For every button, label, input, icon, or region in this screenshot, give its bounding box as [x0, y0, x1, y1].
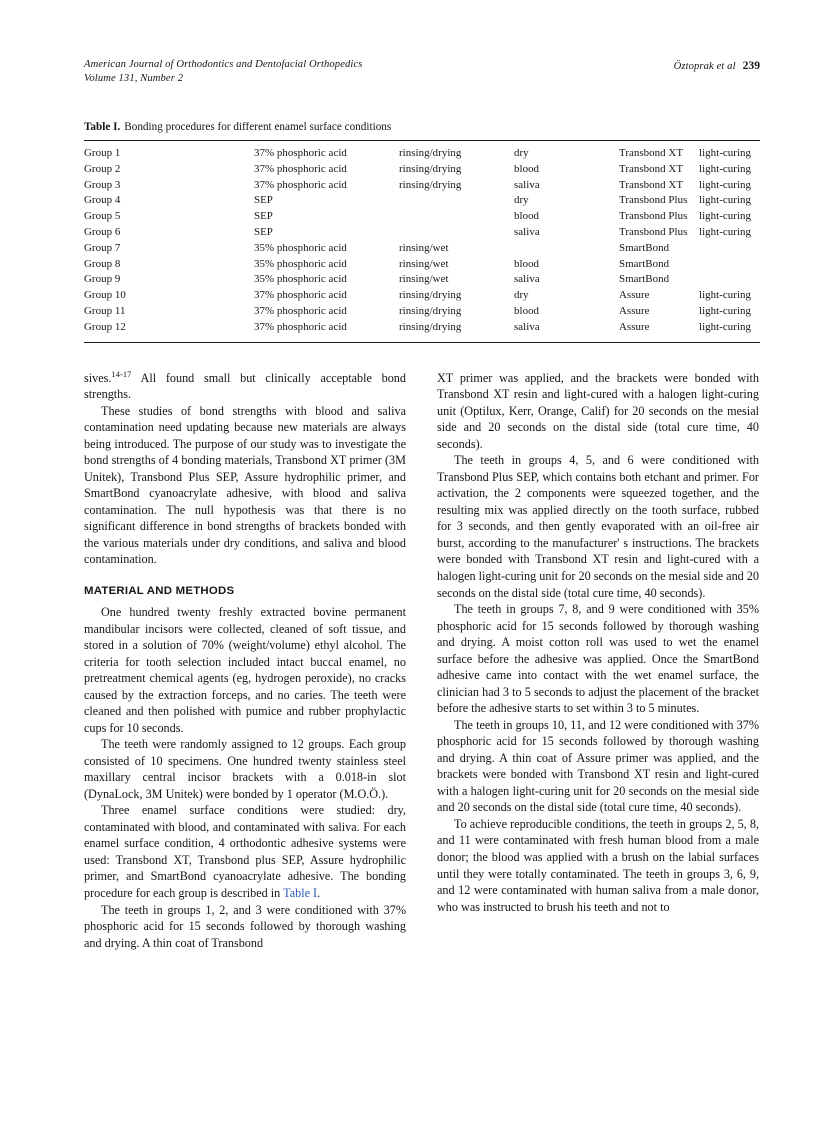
table-cell-curing: light-curing: [699, 225, 752, 238]
table-row: [84, 256, 760, 272]
table-cell-rinsing: rinsing/wet: [399, 257, 449, 270]
table-cell-curing: [699, 240, 760, 256]
table-body: [84, 141, 760, 338]
table-row: [84, 288, 760, 304]
table-cell-curing: light-curing: [699, 289, 752, 302]
table-rule-bottom: [84, 342, 760, 343]
table-cell-rinsing: rinsing/drying: [399, 289, 462, 302]
table-cell-adhesive: Assure: [619, 320, 650, 333]
table-cell-group: Group 3: [84, 178, 121, 191]
table-cell-etchant: 37% phosphoric acid: [254, 304, 347, 317]
paragraph-groups-456: The teeth in groups 4, 5, and 6 were conditioned with Transbond Plus SEP, which contains both etchant and primer. For activation, the 2 components were squeezed together, and the resulting mix was applied directly on the tooth surface, rubbed for 3 seconds, and then gently evaporated with an oil-free air burst, according to the manufacturer' s instructions. The brackets were bonded with Transbond XT resin and light-cured with a halogen light-curing unit for 20 seconds on the mesial side and 20 seconds on the distal side (total cure time, 40 seconds).: [437, 453, 759, 600]
table-cell-etchant: 37% phosphoric acid: [254, 146, 347, 159]
table-cell-etchant: 37% phosphoric acid: [254, 289, 347, 302]
table-cell-surface_condition: dry: [514, 146, 529, 159]
table-row: [84, 272, 760, 288]
table-cell-group: Group 10: [84, 289, 126, 302]
table-cell-adhesive: Transbond XT: [619, 146, 684, 159]
table-row: [84, 141, 760, 161]
table-cell-surface_condition: dry: [514, 289, 529, 302]
table-cell-curing: light-curing: [699, 162, 752, 175]
table-cell-group: Group 12: [84, 320, 126, 333]
table-cell-rinsing: rinsing/drying: [399, 146, 462, 159]
paragraph-contamination: To achieve reproducible conditions, the teeth in groups 2, 5, 8, and 11 were contaminated with fresh human blood from a male donor; the blood was applied with a brush on the labial surfaces until they were totally contaminated. The teeth in groups 3, 6, 9, and 12 were contaminated with human saliva from a male donor, who was instructed to brush his teeth and not to: [437, 816, 759, 914]
table-cell-curing: light-curing: [699, 210, 752, 223]
table-cell-group: Group 2: [84, 162, 121, 175]
table-cell-curing: light-curing: [699, 320, 752, 333]
table-row: [84, 209, 760, 225]
table-cell-etchant: 37% phosphoric acid: [254, 320, 347, 333]
journal-title: American Journal of Orthodontics and Dentofacial Orthopedics: [84, 59, 363, 70]
table-cell-etchant: 35% phosphoric acid: [254, 241, 347, 254]
table-row: [84, 240, 760, 256]
running-head-authors: [674, 58, 760, 74]
page-number: 239: [742, 59, 760, 72]
reference-citation: 14-17: [111, 369, 132, 379]
table-cell-rinsing: rinsing/drying: [399, 304, 462, 317]
table-block: [84, 120, 760, 342]
table-i-link[interactable]: Table I: [283, 886, 318, 901]
table-row: [84, 319, 760, 338]
author-names: Öztoprak et al: [673, 61, 736, 72]
table-cell-curing: light-curing: [699, 304, 752, 317]
table-title: Bonding procedures for different enamel surface conditions: [124, 121, 392, 134]
table-cell-curing: light-curing: [699, 178, 752, 191]
table-cell-curing: [699, 256, 760, 272]
table-row: [84, 193, 760, 209]
paragraph-conditions-text: Three enamel surface conditions were studied: dry, contaminated with blood, and contaminated with saliva. For each enamel surface condition, 4 orthodontic adhesive systems were used: Transbond XT, Transbond plus SEP, Assure hydrophilic primer, and SmartBond cyanoacrylate adhesive. The bonding procedure for each group is described in: [84, 803, 406, 901]
table-caption: [84, 120, 760, 135]
table-cell-group: Group 6: [84, 225, 121, 238]
page-content: [84, 58, 760, 951]
table-cell-adhesive: SmartBond: [619, 273, 670, 286]
table-cell-adhesive: SmartBond: [619, 257, 670, 270]
table-cell-etchant: 35% phosphoric acid: [254, 273, 347, 286]
table-cell-group: Group 9: [84, 273, 121, 286]
table-cell-surface_condition: saliva: [514, 225, 540, 238]
table-cell-group: Group 5: [84, 210, 121, 223]
table-cell-adhesive: Transbond Plus: [619, 210, 688, 223]
right-column: [437, 370, 759, 952]
table-cell-surface_condition: blood: [514, 210, 540, 223]
table-cell-adhesive: Transbond XT: [619, 178, 684, 191]
paragraph-conditions: [84, 802, 406, 901]
paragraph-groups-789: The teeth in groups 7, 8, and 9 were conditioned with 35% phosphoric acid for 15 seconds followed by thorough washing and drying. A moist cotton roll was used to wet the enamel surface before the adhesive was applied. Once the SmartBond adhesive came into contact with the wet enamel surface, the clinician had 3 to 5 seconds to adjust the placement of the bracket before the adhesive starts to set within 3 to 5 minutes.: [437, 602, 759, 716]
table-cell-rinsing: rinsing/drying: [399, 320, 462, 333]
paragraph-rest-text: All found small but clinically acceptable bond strengths.: [84, 370, 406, 402]
table-cell-adhesive: Transbond Plus: [619, 225, 688, 238]
paragraph-groups: The teeth were randomly assigned to 12 groups. Each group consisted of 10 specimens. One hundred twenty stainless steel maxillary central incisor brackets with a 0.018-in slot (DynaLock, 3M Unitek) were bonded by 1 operator (M.O.Ö.).: [84, 737, 406, 801]
table-cell-rinsing: rinsing/drying: [399, 162, 462, 175]
table-row: [84, 177, 760, 193]
section-heading-material-and-methods: MATERIAL AND METHODS: [84, 584, 235, 597]
bonding-procedures-table: [84, 141, 760, 338]
table-cell-group: Group 8: [84, 257, 121, 270]
table-cell-surface_condition: blood: [514, 257, 540, 270]
table-cell-surface_condition: [514, 240, 619, 256]
table-cell-surface_condition: saliva: [514, 273, 540, 286]
table-cell-adhesive: Assure: [619, 304, 650, 317]
table-cell-rinsing: rinsing/wet: [399, 241, 449, 254]
paragraph-purpose: These studies of bond strengths with blood and saliva contamination need updating because new materials are always being introduced. The purpose of our study was to investigate the bond strengths of 4 bonding materials, Transbond XT primer (3M Unitek), Transbond Plus SEP, Assure hydrophilic primer, and SmartBond cyanoacrylate adhesive, with blood and saliva contamination. The null hypothesis was that there is no significant difference in bond strengths of brackets bonded with the various materials under dry conditions, and saliva and blood contamination.: [84, 403, 406, 567]
table-cell-etchant: 37% phosphoric acid: [254, 162, 347, 175]
table-row: [84, 161, 760, 177]
table-cell-surface_condition: dry: [514, 194, 529, 207]
paragraph-groups-123: The teeth in groups 1, 2, and 3 were conditioned with 37% phosphoric acid for 15 seconds followed by thorough washing and drying. A thin coat of Transbond: [84, 902, 406, 950]
journal-volume: Volume 131, Number 2: [84, 73, 184, 85]
paragraph-xt-primer: XT primer was applied, and the brackets were bonded with Transbond XT resin and light-cured with a halogen light-curing unit (Optilux, Kerr, Orange, Calif) for 20 seconds on the mesial side and 20 seconds on the distal side (total cure time, 40 seconds).: [437, 370, 759, 451]
table-cell-rinsing: rinsing/wet: [399, 273, 449, 286]
paragraph-conditions-end: .: [317, 886, 321, 901]
table-cell-surface_condition: saliva: [514, 320, 540, 333]
table-cell-group: Group 7: [84, 241, 121, 254]
left-column: [84, 370, 406, 952]
table-cell-adhesive: Transbond Plus: [619, 194, 688, 207]
table-cell-adhesive: Assure: [619, 289, 650, 302]
table-cell-etchant: 37% phosphoric acid: [254, 178, 347, 191]
body-columns: [84, 370, 760, 952]
table-cell-group: Group 11: [84, 304, 126, 317]
table-cell-rinsing: rinsing/drying: [399, 178, 462, 191]
table-label: Table I.: [84, 121, 121, 134]
table-cell-etchant: SEP: [254, 225, 273, 238]
table-cell-adhesive: Transbond XT: [619, 162, 684, 175]
table-cell-surface_condition: saliva: [514, 178, 540, 191]
running-head: [84, 58, 760, 86]
table-cell-curing: light-curing: [699, 194, 752, 207]
table-cell-etchant: SEP: [254, 210, 273, 223]
table-row: [84, 224, 760, 240]
table-cell-rinsing: [399, 193, 514, 209]
paragraph-specimens: One hundred twenty freshly extracted bovine permanent mandibular incisors were collected, cleaned of soft tissue, and stored in a solution of 70% (weight/volume) ethyl alcohol. The criteria for tooth selection included intact buccal enamel, no pretreatment chemical agents (eg, hydrogen peroxide), no cracks caused by the extraction forceps, and no caries. The teeth were cleaned and then polished with pumice and rubber prophylactic cups for 10 seconds.: [84, 604, 406, 735]
paragraph-groups-101112: The teeth in groups 10, 11, and 12 were conditioned with 37% phosphoric acid for 15 seconds followed by thorough washing and drying. A thin coat of Assure primer was applied, and the brackets were bonded with Transbond XT resin and light-cured with a halogen light-curing unit for 20 seconds on the mesial side and 20 seconds on the distal side (total cure time, 40 seconds).: [437, 717, 759, 815]
paragraph-lead-text: sives.: [84, 370, 112, 385]
table-cell-surface_condition: blood: [514, 162, 540, 175]
table-cell-etchant: SEP: [254, 194, 273, 207]
table-cell-rinsing: [399, 209, 514, 225]
table-cell-group: Group 1: [84, 146, 121, 159]
table-cell-curing: [699, 272, 760, 288]
table-cell-etchant: 35% phosphoric acid: [254, 257, 347, 270]
table-cell-group: Group 4: [84, 194, 121, 207]
running-head-journal: [84, 58, 362, 86]
table-row: [84, 303, 760, 319]
table-cell-rinsing: [399, 224, 514, 240]
table-cell-surface_condition: blood: [514, 304, 540, 317]
table-cell-adhesive: SmartBond: [619, 241, 670, 254]
table-cell-curing: light-curing: [699, 146, 752, 159]
paragraph-continuation: [84, 370, 406, 403]
